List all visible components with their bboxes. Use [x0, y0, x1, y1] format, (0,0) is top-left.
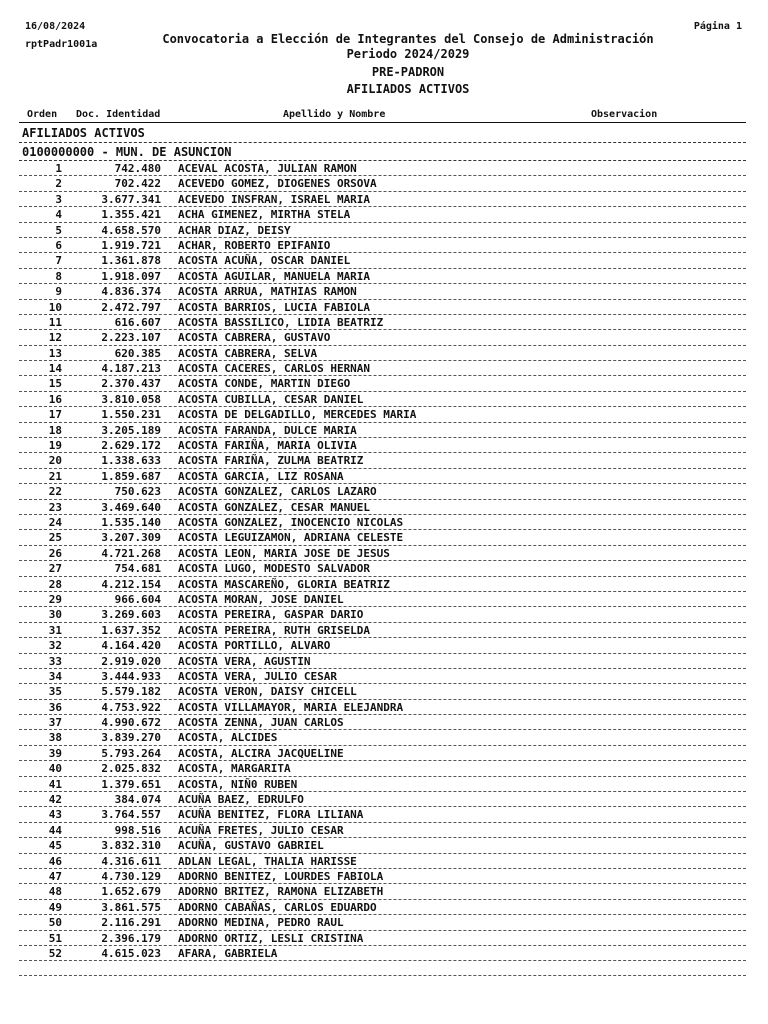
row-doc-identidad: 1.355.421: [101, 208, 161, 222]
table-row: [19, 915, 746, 930]
row-name: ACOSTA MORAN, JOSE DANIEL: [178, 592, 344, 606]
table-row: [19, 592, 746, 607]
row-orden: 43: [48, 808, 62, 822]
row-name: ACOSTA MASCAREÑO, GLORIA BEATRIZ: [178, 577, 390, 591]
row-orden: 33: [48, 654, 62, 668]
table-row: [19, 223, 746, 238]
table-row: [19, 530, 746, 545]
row-doc-identidad: 4.164.420: [101, 639, 161, 653]
row-name: ACOSTA GONZALEZ, INOCENCIO NICOLAS: [178, 515, 404, 529]
table-row: [19, 684, 746, 699]
row-name: ACOSTA LUGO, MODESTO SALVADOR: [178, 562, 371, 576]
row-name: ACOSTA BARRIOS, LUCIA FABIOLA: [178, 300, 371, 314]
row-orden: 45: [48, 839, 62, 853]
table-row: [19, 700, 746, 715]
row-orden: 10: [48, 300, 62, 314]
row-doc-identidad: 4.658.570: [101, 223, 161, 237]
row-doc-identidad: 2.919.020: [101, 654, 161, 668]
member-list: [19, 161, 746, 961]
table-row: [19, 207, 746, 222]
page-number: Página 1: [693, 21, 742, 32]
row-doc-identidad: 4.615.023: [101, 946, 161, 960]
section-group-label: AFILIADOS ACTIVOS: [22, 126, 145, 140]
row-doc-identidad: 1.859.687: [101, 469, 161, 483]
row-doc-identidad: 750.623: [114, 485, 161, 499]
row-orden: 26: [48, 546, 62, 560]
row-name: ACOSTA FARIÑA, MARIA OLIVIA: [178, 439, 357, 453]
row-name: ACOSTA FARIÑA, ZULMA BEATRIZ: [178, 454, 364, 468]
row-doc-identidad: 3.207.309: [101, 531, 161, 545]
row-doc-identidad: 1.919.721: [101, 238, 161, 252]
row-doc-identidad: 4.730.129: [101, 869, 161, 883]
row-doc-identidad: 1.637.352: [101, 623, 161, 637]
table-row: [19, 577, 746, 592]
header-rule: [19, 122, 746, 123]
row-name: ACOSTA GONZALEZ, CARLOS LAZARO: [178, 485, 377, 499]
row-name: ACOSTA ACUÑA, OSCAR DANIEL: [178, 254, 351, 268]
row-orden: 52: [48, 946, 62, 960]
row-orden: 50: [48, 916, 62, 930]
row-doc-identidad: 998.516: [114, 823, 161, 837]
row-name: ACOSTA GARCIA, LIZ ROSANA: [178, 469, 344, 483]
row-doc-identidad: 2.223.107: [101, 331, 161, 345]
row-doc-identidad: 384.074: [114, 793, 161, 807]
row-orden: 15: [48, 377, 62, 391]
table-row: [19, 469, 746, 484]
divider: [19, 975, 746, 976]
row-doc-identidad: 2.396.179: [101, 931, 161, 945]
row-name: ACOSTA AGUILAR, MANUELA MARIA: [178, 269, 371, 283]
row-name: ACOSTA DE DELGADILLO, MERCEDES MARIA: [178, 408, 417, 422]
table-row: [19, 546, 746, 561]
row-orden: 18: [48, 423, 62, 437]
row-doc-identidad: 1.550.231: [101, 408, 161, 422]
row-name: ACOSTA, ALCIRA JACQUELINE: [178, 746, 344, 760]
table-row: [19, 484, 746, 499]
row-name: ACEVAL ACOSTA, JULIAN RAMON: [178, 162, 357, 175]
row-name: ACHAR DIAZ, DEISY: [178, 223, 291, 237]
table-row: [19, 561, 746, 576]
table-row: [19, 607, 746, 622]
row-doc-identidad: 4.990.672: [101, 716, 161, 730]
row-name: ACHA GIMENEZ, MIRTHA STELA: [178, 208, 351, 222]
table-row: [19, 746, 746, 761]
row-doc-identidad: 2.370.437: [101, 377, 161, 391]
row-name: ACOSTA VERA, JULIO CESAR: [178, 669, 337, 683]
row-name: ACOSTA LEON, MARIA JOSE DE JESUS: [178, 546, 390, 560]
table-row: [19, 407, 746, 422]
table-row: [19, 777, 746, 792]
row-orden: 20: [48, 454, 62, 468]
row-doc-identidad: 3.205.189: [101, 423, 161, 437]
row-orden: 24: [48, 515, 62, 529]
row-orden: 8: [55, 269, 62, 283]
table-row: [19, 161, 746, 176]
row-orden: 14: [48, 362, 62, 376]
row-orden: 29: [48, 592, 62, 606]
table-row: [19, 253, 746, 268]
row-orden: 34: [48, 669, 62, 683]
table-row: [19, 423, 746, 438]
row-name: ADORNO ORTIZ, LESLI CRISTINA: [178, 931, 364, 945]
row-orden: 3: [55, 192, 62, 206]
table-row: [19, 638, 746, 653]
row-doc-identidad: 4.721.268: [101, 546, 161, 560]
table-row: [19, 238, 746, 253]
row-doc-identidad: 3.861.575: [101, 900, 161, 914]
row-doc-identidad: 4.753.922: [101, 700, 161, 714]
row-orden: 2: [55, 177, 62, 191]
row-orden: 12: [48, 331, 62, 345]
row-doc-identidad: 3.677.341: [101, 192, 161, 206]
row-doc-identidad: 2.472.797: [101, 300, 161, 314]
row-name: ACOSTA, MARGARITA: [178, 762, 291, 776]
row-doc-identidad: 1.652.679: [101, 885, 161, 899]
divider: [19, 142, 746, 143]
row-name: AFARA, GABRIELA: [178, 946, 278, 960]
row-orden: 36: [48, 700, 62, 714]
row-doc-identidad: 3.444.933: [101, 669, 161, 683]
row-orden: 31: [48, 623, 62, 637]
row-name: ACHAR, ROBERTO EPIFANIO: [178, 238, 331, 252]
table-row: [19, 792, 746, 807]
table-row: [19, 315, 746, 330]
row-doc-identidad: 4.316.611: [101, 854, 161, 868]
row-orden: 17: [48, 408, 62, 422]
report-period: Periodo 2024/2029: [346, 47, 470, 61]
table-row: [19, 346, 746, 361]
row-name: ADLAN LEGAL, THALIA HARISSE: [178, 854, 357, 868]
report-date: 16/08/2024: [25, 21, 86, 32]
row-name: ACOSTA VERA, AGUSTIN: [178, 654, 311, 668]
row-orden: 19: [48, 439, 62, 453]
table-row: [19, 807, 746, 822]
table-row: [19, 931, 746, 946]
row-doc-identidad: 702.422: [114, 177, 161, 191]
row-name: ACOSTA LEGUIZAMON, ADRIANA CELESTE: [178, 531, 404, 545]
table-row: [19, 176, 746, 191]
row-doc-identidad: 1.361.878: [101, 254, 161, 268]
row-name: ACOSTA FARANDA, DULCE MARIA: [178, 423, 357, 437]
row-name: ACOSTA ZENNA, JUAN CARLOS: [178, 716, 344, 730]
row-orden: 32: [48, 639, 62, 653]
column-header-observacion: Observacion: [591, 109, 658, 120]
table-row: [19, 361, 746, 376]
report-group-title: AFILIADOS ACTIVOS: [346, 82, 470, 96]
column-header-orden: Orden: [27, 109, 58, 120]
row-doc-identidad: 3.832.310: [101, 839, 161, 853]
row-name: ADORNO BENITEZ, LOURDES FABIOLA: [178, 869, 384, 883]
report-title: Convocatoria a Elección de Integrantes del Consejo de Administración: [162, 32, 654, 46]
row-doc-identidad: 1.918.097: [101, 269, 161, 283]
row-doc-identidad: 2.025.832: [101, 762, 161, 776]
row-orden: 1: [55, 162, 62, 175]
row-name: ACOSTA VILLAMAYOR, MARIA ELEJANDRA: [178, 700, 404, 714]
row-name: ACOSTA GONZALEZ, CESAR MANUEL: [178, 500, 371, 514]
row-name: ADORNO BRITEZ, RAMONA ELIZABETH: [178, 885, 384, 899]
table-row: [19, 438, 746, 453]
table-row: [19, 269, 746, 284]
row-orden: 6: [55, 238, 62, 252]
table-row: [19, 823, 746, 838]
table-row: [19, 730, 746, 745]
table-row: [19, 500, 746, 515]
row-orden: 51: [48, 931, 62, 945]
row-orden: 13: [48, 346, 62, 360]
row-doc-identidad: 754.681: [114, 562, 161, 576]
row-orden: 28: [48, 577, 62, 591]
row-name: ACUÑA FRETES, JULIO CESAR: [178, 823, 344, 837]
table-row: [19, 854, 746, 869]
row-name: ACOSTA PEREIRA, RUTH GRISELDA: [178, 623, 371, 637]
table-row: [19, 900, 746, 915]
row-name: ACUÑA, GUSTAVO GABRIEL: [178, 839, 324, 853]
row-doc-identidad: 3.269.603: [101, 608, 161, 622]
row-orden: 41: [48, 777, 62, 791]
table-row: [19, 946, 746, 961]
row-doc-identidad: 3.810.058: [101, 392, 161, 406]
table-row: [19, 192, 746, 207]
table-row: [19, 869, 746, 884]
row-doc-identidad: 3.469.640: [101, 500, 161, 514]
row-doc-identidad: 1.535.140: [101, 515, 161, 529]
row-orden: 39: [48, 746, 62, 760]
row-doc-identidad: 3.764.557: [101, 808, 161, 822]
row-name: ACOSTA CABRERA, GUSTAVO: [178, 331, 331, 345]
row-name: ADORNO MEDINA, PEDRO RAUL: [178, 916, 344, 930]
row-name: ACEVEDO INSFRAN, ISRAEL MARIA: [178, 192, 371, 206]
row-name: ACEVEDO GOMEZ, DIOGENES ORSOVA: [178, 177, 377, 191]
row-orden: 38: [48, 731, 62, 745]
row-doc-identidad: 5.793.264: [101, 746, 161, 760]
table-row: [19, 623, 746, 638]
table-row: [19, 884, 746, 899]
table-row: [19, 715, 746, 730]
row-orden: 49: [48, 900, 62, 914]
row-doc-identidad: 5.579.182: [101, 685, 161, 699]
report-subtitle: PRE-PADRON: [371, 65, 445, 79]
table-row: [19, 669, 746, 684]
row-doc-identidad: 2.116.291: [101, 916, 161, 930]
row-doc-identidad: 2.629.172: [101, 439, 161, 453]
row-name: ACOSTA BASSILICO, LIDIA BEATRIZ: [178, 315, 384, 329]
row-orden: 27: [48, 562, 62, 576]
row-name: ACOSTA VERON, DAISY CHICELL: [178, 685, 357, 699]
row-orden: 25: [48, 531, 62, 545]
row-doc-identidad: 742.480: [114, 162, 161, 175]
row-orden: 42: [48, 793, 62, 807]
row-doc-identidad: 1.338.633: [101, 454, 161, 468]
row-name: ADORNO CABAÑAS, CARLOS EDUARDO: [178, 900, 377, 914]
row-name: ACOSTA CUBILLA, CESAR DANIEL: [178, 392, 364, 406]
row-orden: 5: [55, 223, 62, 237]
table-row: [19, 392, 746, 407]
row-doc-identidad: 616.607: [114, 315, 161, 329]
row-orden: 22: [48, 485, 62, 499]
row-orden: 30: [48, 608, 62, 622]
row-orden: 48: [48, 885, 62, 899]
row-doc-identidad: 620.385: [114, 346, 161, 360]
table-row: [19, 515, 746, 530]
column-header-name: Apellido y Nombre: [283, 109, 386, 120]
row-name: ACOSTA, NIÑ0 RUBEN: [178, 777, 298, 791]
report-id: rptPadr1001a: [25, 39, 98, 50]
row-orden: 23: [48, 500, 62, 514]
table-row: [19, 330, 746, 345]
row-orden: 40: [48, 762, 62, 776]
row-orden: 46: [48, 854, 62, 868]
table-row: [19, 654, 746, 669]
row-name: ACOSTA ARRUA, MATHIAS RAMON: [178, 285, 357, 299]
table-row: [19, 376, 746, 391]
column-header-doc: Doc. Identidad: [76, 109, 161, 120]
row-doc-identidad: 1.379.651: [101, 777, 161, 791]
row-name: ACOSTA CABRERA, SELVA: [178, 346, 318, 360]
table-row: [19, 838, 746, 853]
row-name: ACOSTA CONDE, MARTIN DIEGO: [178, 377, 351, 391]
row-name: ACOSTA PORTILLO, ALVARO: [178, 639, 331, 653]
row-orden: 11: [48, 315, 62, 329]
row-orden: 35: [48, 685, 62, 699]
row-orden: 4: [55, 208, 62, 222]
row-orden: 47: [48, 869, 62, 883]
row-orden: 16: [48, 392, 62, 406]
row-name: ACOSTA CACERES, CARLOS HERNAN: [178, 362, 371, 376]
row-doc-identidad: 966.604: [114, 592, 161, 606]
row-name: ACUÑA BAEZ, EDRULFO: [178, 793, 304, 807]
table-row: [19, 761, 746, 776]
row-doc-identidad: 4.212.154: [101, 577, 161, 591]
row-name: ACOSTA PEREIRA, GASPAR DARIO: [178, 608, 364, 622]
row-doc-identidad: 4.187.213: [101, 362, 161, 376]
row-orden: 37: [48, 716, 62, 730]
row-name: ACOSTA, ALCIDES: [178, 731, 278, 745]
table-row: [19, 284, 746, 299]
row-orden: 7: [55, 254, 62, 268]
row-doc-identidad: 4.836.374: [101, 285, 161, 299]
section-municipality-label: 0100000000 - MUN. DE ASUNCION: [22, 145, 232, 159]
row-doc-identidad: 3.839.270: [101, 731, 161, 745]
row-orden: 21: [48, 469, 62, 483]
table-row: [19, 300, 746, 315]
row-orden: 44: [48, 823, 62, 837]
row-name: ACUÑA BENITEZ, FLORA LILIANA: [178, 808, 364, 822]
table-row: [19, 453, 746, 468]
row-orden: 9: [55, 285, 62, 299]
